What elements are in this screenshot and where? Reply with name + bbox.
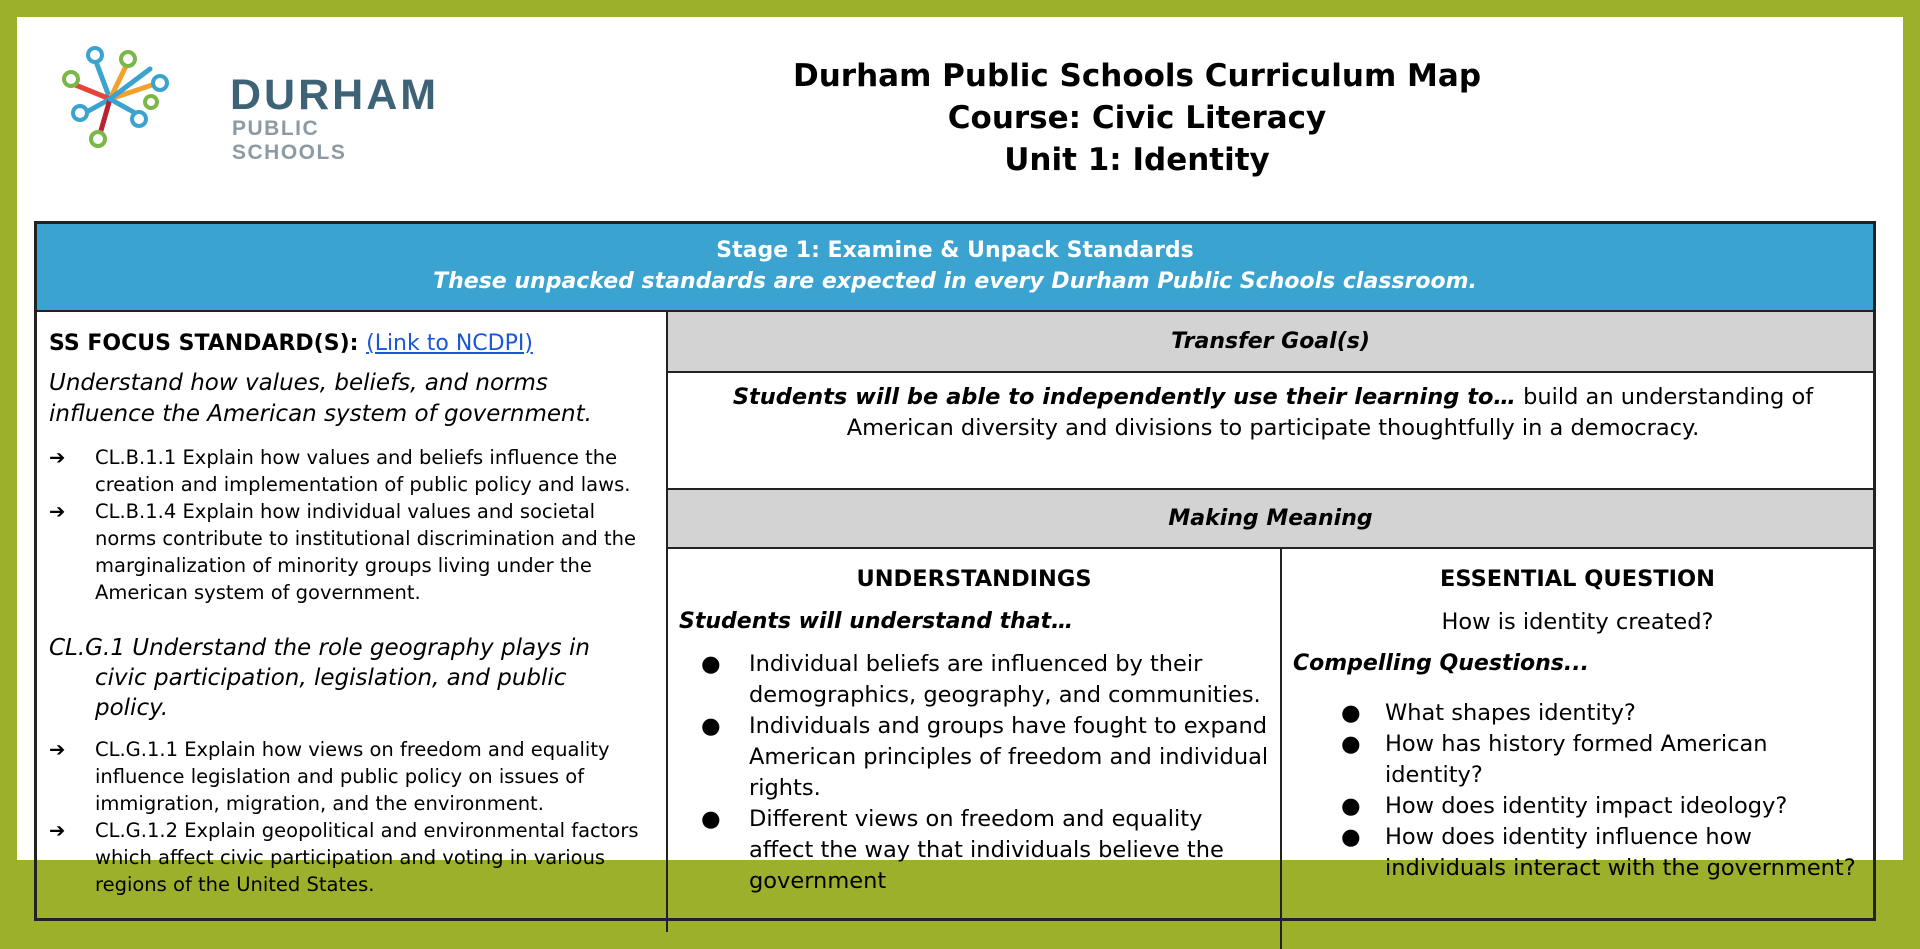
divider-left xyxy=(666,312,668,932)
understandings-list xyxy=(681,649,1271,897)
standard-b-list xyxy=(49,444,639,606)
compelling-question-text: How does identity impact ideology? xyxy=(1385,793,1788,819)
list-item xyxy=(1293,698,1868,729)
durham-logo-icon xyxy=(55,29,185,149)
bullet-icon: ● xyxy=(1341,731,1361,757)
making-meaning-heading-text: Making Meaning xyxy=(1168,506,1373,531)
understanding-text: Individuals and groups have fought to expand American principles of freedom and individual rights. xyxy=(749,713,1269,801)
bullet-icon: ● xyxy=(701,651,721,677)
understandings-lead: Students will understand that… xyxy=(679,609,1074,634)
transfer-goal-heading xyxy=(668,312,1873,371)
bullet-icon: ● xyxy=(1341,700,1361,726)
compelling-question-text: How has history formed American identity? xyxy=(1385,731,1768,788)
standard-b-statement: Understand how values, beliefs, and norms influence the American system of government. xyxy=(49,370,592,427)
stage-title: Stage 1: Examine & Unpack Standards xyxy=(716,238,1194,263)
divider-meaning-bottom xyxy=(668,547,1873,549)
standard-item-text: CL.B.1.4 Explain how individual values and societal norms contribute to institutional discrimination and the marginalization of minority groups living under the American system of government. xyxy=(95,500,636,604)
bullet-icon: ● xyxy=(1341,824,1361,850)
compelling-questions-list xyxy=(1293,698,1868,884)
title-line-1: Durham Public Schools Curriculum Map xyxy=(792,58,1482,94)
compelling-question-text: What shapes identity? xyxy=(1385,700,1636,726)
list-item xyxy=(49,498,639,606)
title-line-3: Unit 1: Identity xyxy=(1004,142,1270,178)
arrow-icon: ➔ xyxy=(49,819,66,842)
bullet-icon: ● xyxy=(701,713,721,739)
list-item xyxy=(49,444,639,498)
compelling-questions-label: Compelling Questions... xyxy=(1293,651,1589,676)
list-item xyxy=(49,817,639,898)
durham-logo xyxy=(55,29,440,164)
standard-g-list xyxy=(49,736,639,898)
focus-standards-text: SS FOCUS STANDARD(S): xyxy=(49,331,359,356)
standard-g-statement: CL.G.1 Understand the role geography plays in civic participation, legislation, and public policy. xyxy=(49,635,590,721)
title-line-2: Course: Civic Literacy xyxy=(947,100,1327,136)
compelling-question-text: How does identity influence how individuals interact with the government? xyxy=(1385,824,1856,881)
understanding-text: Different views on freedom and equality affect the way that individuals believe the government xyxy=(749,806,1224,894)
arrow-icon: ➔ xyxy=(49,738,66,761)
stage-subtitle: These unpacked standards are expected in every Durham Public Schools classroom. xyxy=(433,269,1477,294)
standard-item-text: CL.B.1.1 Explain how values and beliefs influence the creation and implementation of public policy and laws. xyxy=(95,446,631,496)
list-item xyxy=(1293,822,1868,884)
bullet-icon: ● xyxy=(701,806,721,832)
standard-item-text: CL.G.1.2 Explain geopolitical and environmental factors which affect civic participation and voting in various regions of the United States. xyxy=(95,819,639,896)
standard-item-text: CL.G.1.1 Explain how views on freedom and equality influence legislation and public policy on issues of immigration, migration, and the environment. xyxy=(95,738,610,815)
essential-question-text: How is identity created? xyxy=(1441,609,1714,635)
standards-column xyxy=(49,331,639,898)
logo-subtitle: PUBLIC SCHOOLS xyxy=(232,117,347,164)
curriculum-table xyxy=(34,221,1876,921)
page-title xyxy=(637,55,1637,181)
logo-name: DURHAM xyxy=(230,71,440,119)
list-item xyxy=(681,649,1271,711)
arrow-icon: ➔ xyxy=(49,500,66,523)
understandings-heading: UNDERSTANDINGS xyxy=(856,566,1092,592)
ncdpi-link[interactable]: (Link to NCDPI) xyxy=(366,331,533,356)
list-item xyxy=(1293,729,1868,791)
list-item xyxy=(681,804,1271,897)
stage-banner xyxy=(37,224,1873,312)
essential-question-heading: ESSENTIAL QUESTION xyxy=(1440,566,1715,592)
transfer-goal-heading-text: Transfer Goal(s) xyxy=(1171,329,1370,354)
divider-transfer-top xyxy=(668,371,1873,373)
transfer-goal-lead: Students will be able to independently use their learning to… xyxy=(732,384,1516,410)
arrow-icon: ➔ xyxy=(49,446,66,469)
curriculum-page xyxy=(17,17,1903,896)
list-item xyxy=(1293,791,1868,822)
list-item xyxy=(49,736,639,817)
list-item xyxy=(681,711,1271,804)
transfer-goal-body: build an understanding of American diversity and divisions to participate thoughtfully in a democracy. xyxy=(846,384,1814,441)
transfer-goal-text xyxy=(683,382,1863,444)
understanding-text: Individual beliefs are influenced by their demographics, geography, and communities. xyxy=(749,651,1261,708)
focus-standards-label xyxy=(49,331,639,356)
bullet-icon: ● xyxy=(1341,793,1361,819)
making-meaning-heading xyxy=(668,490,1873,547)
